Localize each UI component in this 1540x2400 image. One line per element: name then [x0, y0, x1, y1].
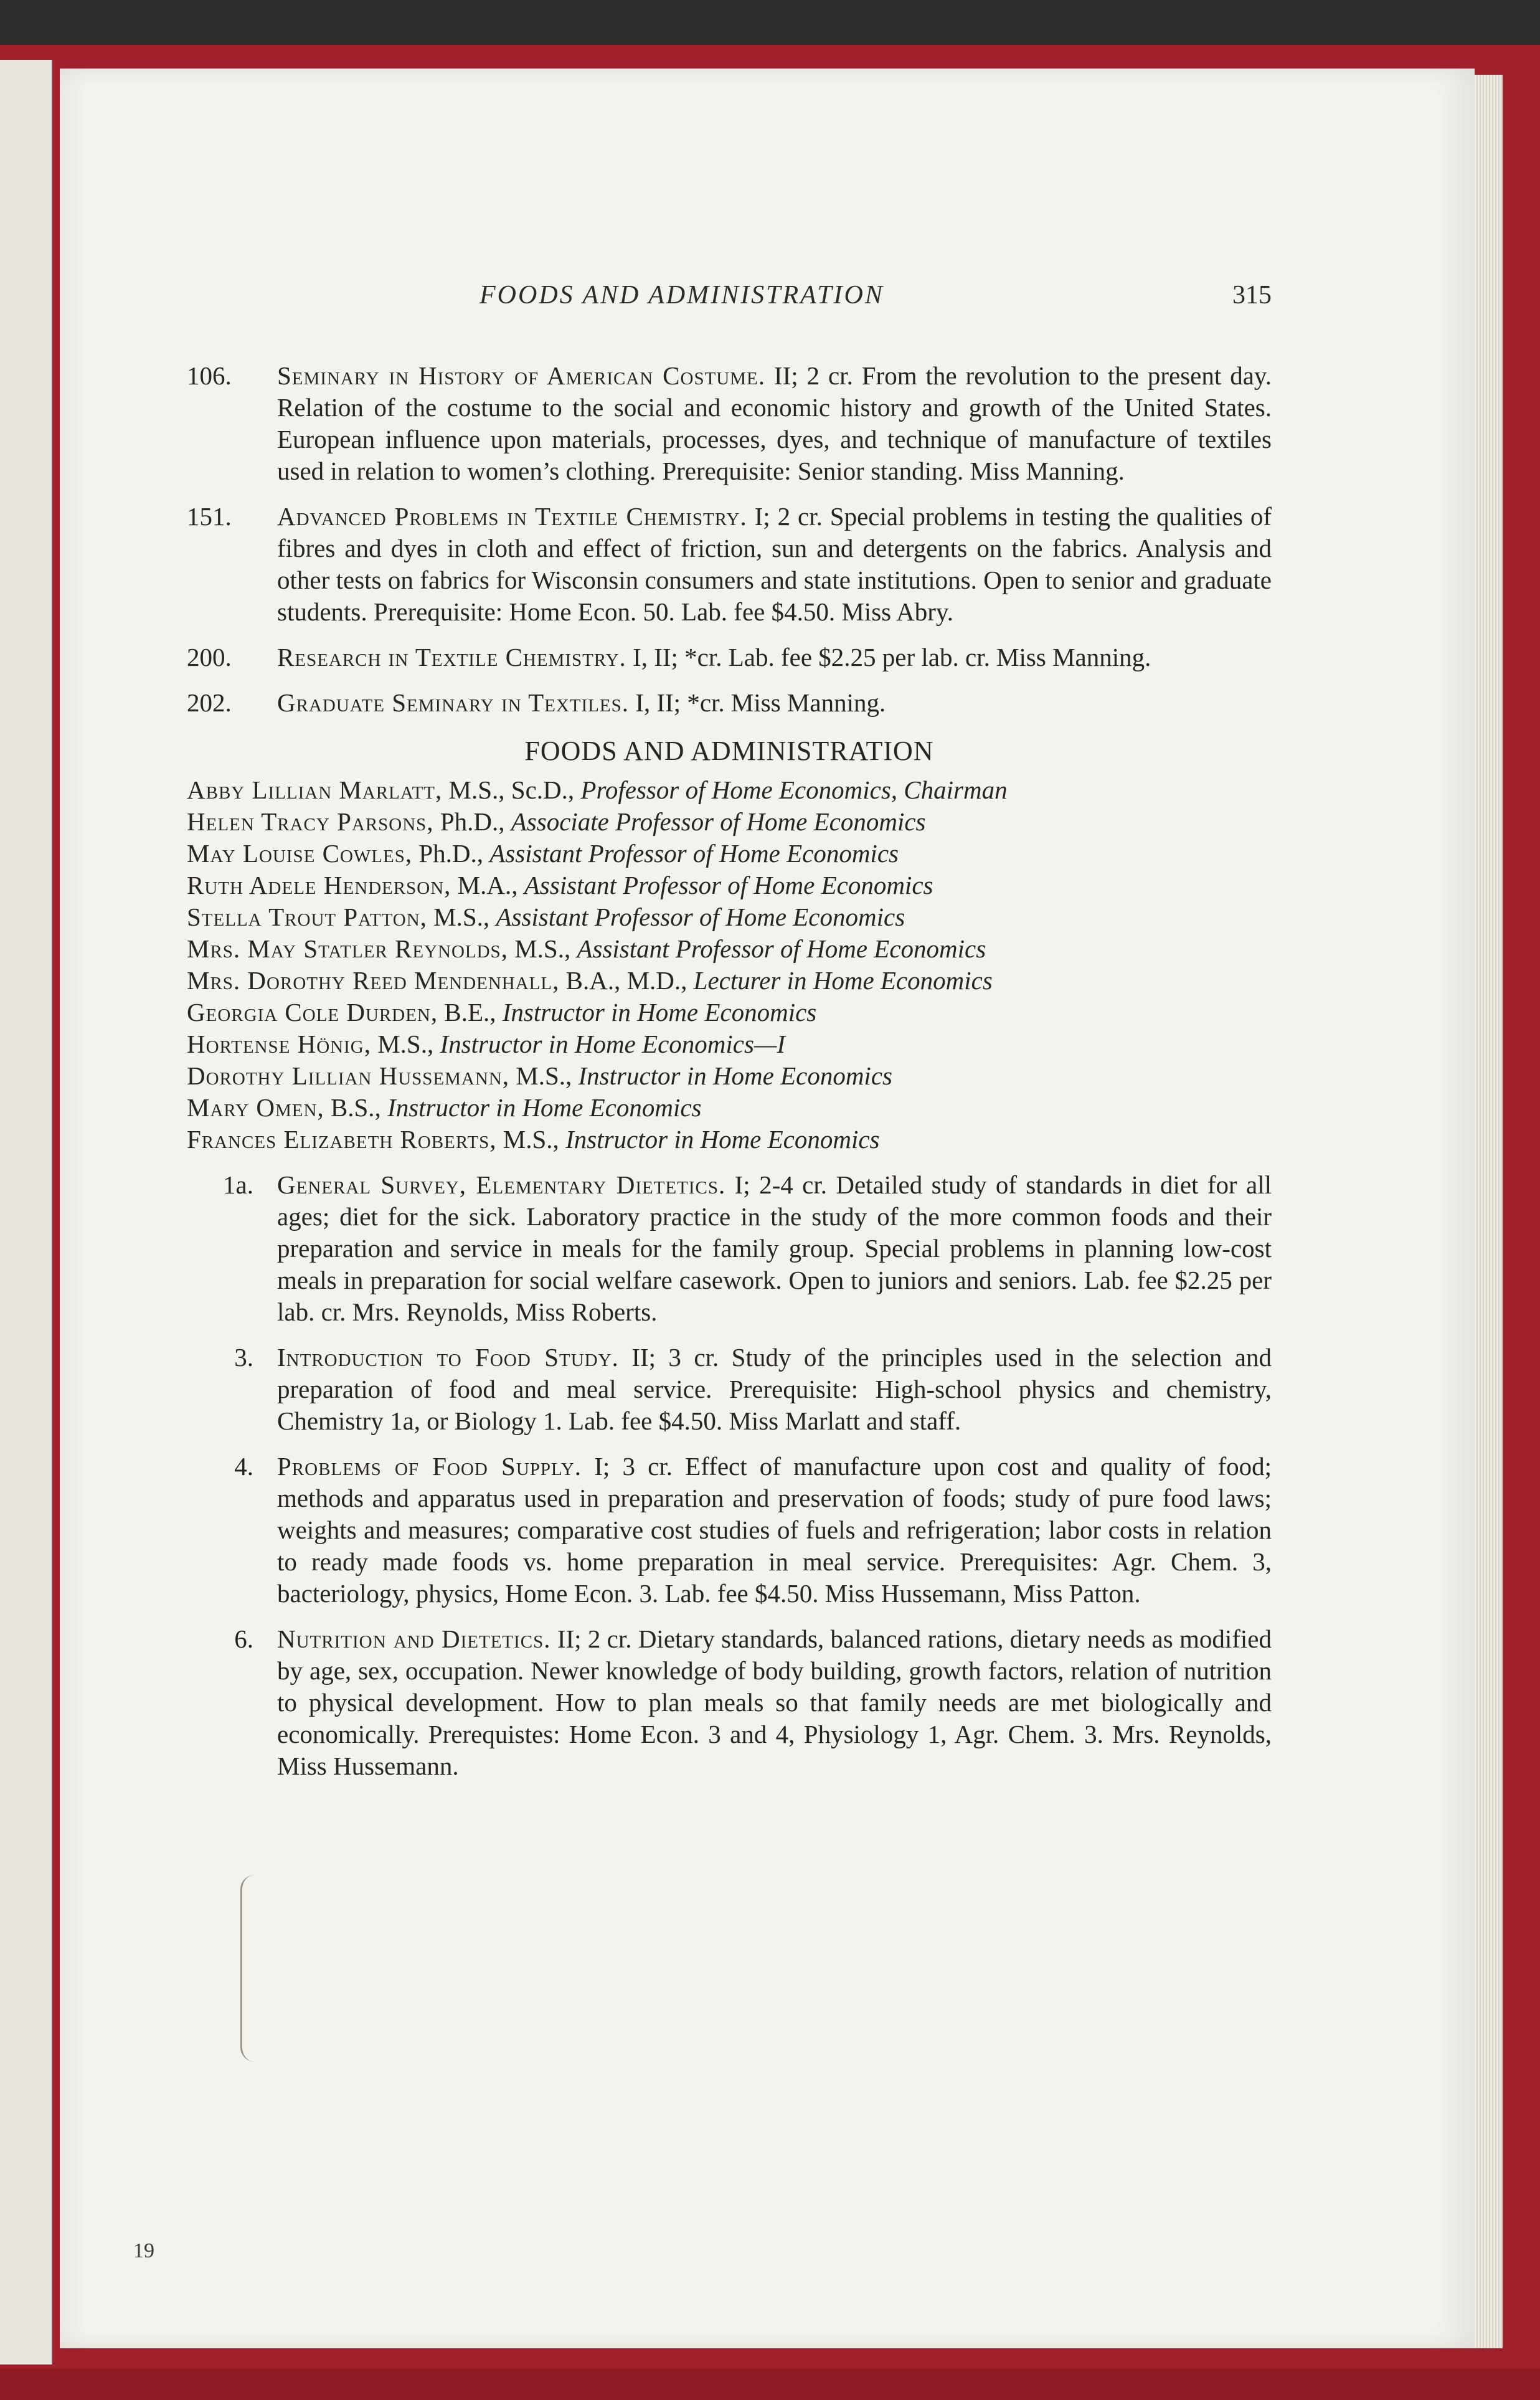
course-entry — [187, 360, 1272, 487]
staff-entry — [187, 965, 1272, 997]
staff-degree: M.A., — [451, 871, 524, 899]
course-number: 151. — [187, 502, 232, 531]
course-description — [277, 501, 1272, 628]
course-title: Nutrition and Dietetics. — [277, 1625, 551, 1653]
course-description — [277, 687, 1272, 719]
staff-name: May Louise Cowles, — [187, 839, 413, 868]
page-number: 315 — [1232, 281, 1272, 310]
staff-degree: B.A., M.D., — [559, 966, 694, 995]
staff-role: Professor of Home Economics, Chairman — [580, 775, 1008, 804]
staff-entry — [187, 997, 1272, 1028]
course-text: II; 2 cr. Dietary standards, balanced rations, dietary needs as modified by age, sex, occupation. Newer knowledge of body building, growth factors, relation of nutrition to physical development. How to plan meals so that family needs are met biologically and economically. Prerequistes: Home Econ. 3 and 4, Physiology 1, Agr. Chem. 3. Mrs. Reynolds, Miss Hussemann. — [277, 1625, 1272, 1780]
course-title: General Survey, Elementary Dietetics. — [277, 1170, 726, 1199]
staff-name: Helen Tracy Parsons, — [187, 807, 434, 836]
course-text: I, II; *cr. Lab. fee $2.25 per lab. cr. Miss Manning. — [626, 643, 1151, 671]
staff-entry — [187, 1060, 1272, 1092]
book-cover-edge — [0, 2369, 1540, 2400]
course-title: Research in Textile Chemistry. — [277, 643, 626, 671]
staff-role: Assistant Professor of Home Economics — [489, 839, 899, 868]
staff-role: Instructor in Home Economics — [565, 1125, 880, 1154]
staff-role: Assistant Professor of Home Economics — [577, 934, 986, 963]
course-title: Introduction to Food Study. — [277, 1343, 619, 1372]
staff-degree: B.S., — [324, 1093, 388, 1122]
course-text: I; 2-4 cr. Detailed study of standards in diet for all ages; diet for the sick. Laboratory practice in the study of the more common foods and their preparation and service in meals for the family group. Special problems in planning low-cost meals in preparation for social welfare casework. Open to juniors and seniors. Lab. fee $2.25 per lab. cr. Mrs. Reynolds, Miss Roberts. — [277, 1170, 1272, 1326]
staff-entry — [187, 933, 1272, 965]
course-entry — [187, 1451, 1272, 1610]
course-text: I; 3 cr. Effect of manufacture upon cost and quality of food; methods and apparatus used in preparation and preservation of foods; study of pure food laws; weights and measures; comparative cost studies of fuels and refrigeration; labor costs in relation to ready made foods vs. home preparation in meal service. Prerequisites: Agr. Chem. 3, bacteriology, physics, Home Econ. 3. Lab. fee $4.50. Miss Hussemann, Miss Patton. — [277, 1452, 1272, 1608]
page-stack-edge — [1475, 75, 1503, 2348]
running-head — [187, 280, 1272, 318]
course-number: 106. — [187, 361, 232, 390]
staff-degree: M.S., — [496, 1125, 566, 1154]
staff-entry — [187, 870, 1272, 901]
staff-degree: Ph.D., — [433, 807, 511, 836]
course-description — [277, 1623, 1272, 1782]
staff-name: Mrs. Dorothy Reed Mendenhall, — [187, 966, 560, 995]
running-head-title: FOODS AND ADMINISTRATION — [479, 281, 884, 310]
course-text: II; 3 cr. Study of the principles used in the selection and preparation of food and meal service. Prerequisite: High-school physics and chemistry, Chemistry 1a, or Biology 1. Lab. fee $4.50. Miss Marlatt and staff. — [277, 1343, 1272, 1435]
staff-degree: Ph.D., — [412, 839, 490, 868]
pencil-mark — [240, 1875, 255, 2062]
previous-page-edge — [0, 60, 52, 2364]
staff-role: Instructor in Home Economics — [502, 998, 817, 1027]
course-entry — [187, 687, 1272, 719]
staff-degree: M.S., — [508, 934, 577, 963]
staff-name: Georgia Cole Durden, — [187, 998, 438, 1027]
staff-role: Lecturer in Home Economics — [693, 966, 993, 995]
staff-entry — [187, 1092, 1272, 1124]
folio-mark: 19 — [133, 2239, 154, 2262]
course-description — [277, 642, 1272, 673]
course-description — [277, 1169, 1272, 1328]
staff-name: Hortense Hönig, — [187, 1030, 371, 1058]
staff-name: Mary Omen, — [187, 1093, 324, 1122]
staff-name: Stella Trout Patton, — [187, 903, 427, 931]
staff-entry — [187, 1124, 1272, 1155]
course-text: II; 2 cr. From the revolution to the present day. Relation of the costume to the social and economic history and growth of the United States. European influence upon materials, processes, dyes, and technique of manufacture of textiles used in relation to women’s clothing. Prerequisite: Senior standing. Miss Manning. — [277, 361, 1272, 485]
staff-role: Instructor in Home Economics — [387, 1093, 702, 1122]
course-title: Seminary in History of American Costume. — [277, 361, 765, 390]
staff-role: Assistant Professor of Home Economics — [524, 871, 933, 899]
staff-entry — [187, 774, 1272, 806]
course-number: 6. — [234, 1625, 253, 1653]
section-heading: FOODS AND ADMINISTRATION — [524, 736, 934, 766]
staff-role: Assistant Professor of Home Economics — [496, 903, 905, 931]
course-description — [277, 360, 1272, 487]
course-number: 3. — [234, 1343, 253, 1372]
staff-name: Dorothy Lillian Hussemann, — [187, 1061, 509, 1090]
staff-name: Mrs. May Statler Reynolds, — [187, 934, 508, 963]
course-number: 4. — [234, 1452, 253, 1481]
staff-role: Instructor in Home Economics — [578, 1061, 892, 1090]
staff-entry — [187, 901, 1272, 933]
course-description — [277, 1451, 1272, 1610]
course-description — [277, 1342, 1272, 1437]
course-number: 202. — [187, 688, 232, 717]
course-title: Problems of Food Supply. — [277, 1452, 582, 1481]
course-entry — [187, 1623, 1272, 1782]
course-entry — [187, 501, 1272, 628]
staff-entry — [187, 806, 1272, 838]
staff-name: Frances Elizabeth Roberts, — [187, 1125, 497, 1154]
course-title: Advanced Problems in Textile Chemistry. — [277, 502, 747, 531]
staff-name: Ruth Adele Henderson, — [187, 871, 451, 899]
course-number: 1a. — [223, 1170, 253, 1199]
course-entry — [187, 1342, 1272, 1437]
staff-role: Associate Professor of Home Economics — [511, 807, 926, 836]
staff-degree: M.S., — [509, 1061, 579, 1090]
staff-list — [187, 774, 1272, 1155]
staff-role: Instructor in Home Economics—I — [440, 1030, 786, 1058]
staff-degree: B.E., — [438, 998, 503, 1027]
staff-entry — [187, 1028, 1272, 1060]
course-title: Graduate Seminary in Textiles. — [277, 688, 629, 717]
course-entry — [187, 1169, 1272, 1328]
course-number: 200. — [187, 643, 232, 671]
staff-degree: M.S., — [427, 903, 496, 931]
course-text: I; 2 cr. Special problems in testing the qualities of fibres and dyes in cloth and effect of friction, sun and detergents on the fabrics. Analysis and other tests on fabrics for Wisconsin consumers and state institutions. Open to senior and graduate students. Prerequisite: Home Econ. 50. Lab. fee $4.50. Miss Abry. — [277, 502, 1272, 626]
staff-entry — [187, 838, 1272, 870]
course-text: I, II; *cr. Miss Manning. — [628, 688, 886, 717]
staff-name: Abby Lillian Marlatt, — [187, 775, 443, 804]
course-entry — [187, 642, 1272, 673]
staff-degree: M.S., — [371, 1030, 440, 1058]
page-content — [187, 360, 1272, 1796]
staff-degree: M.S., Sc.D., — [442, 775, 581, 804]
